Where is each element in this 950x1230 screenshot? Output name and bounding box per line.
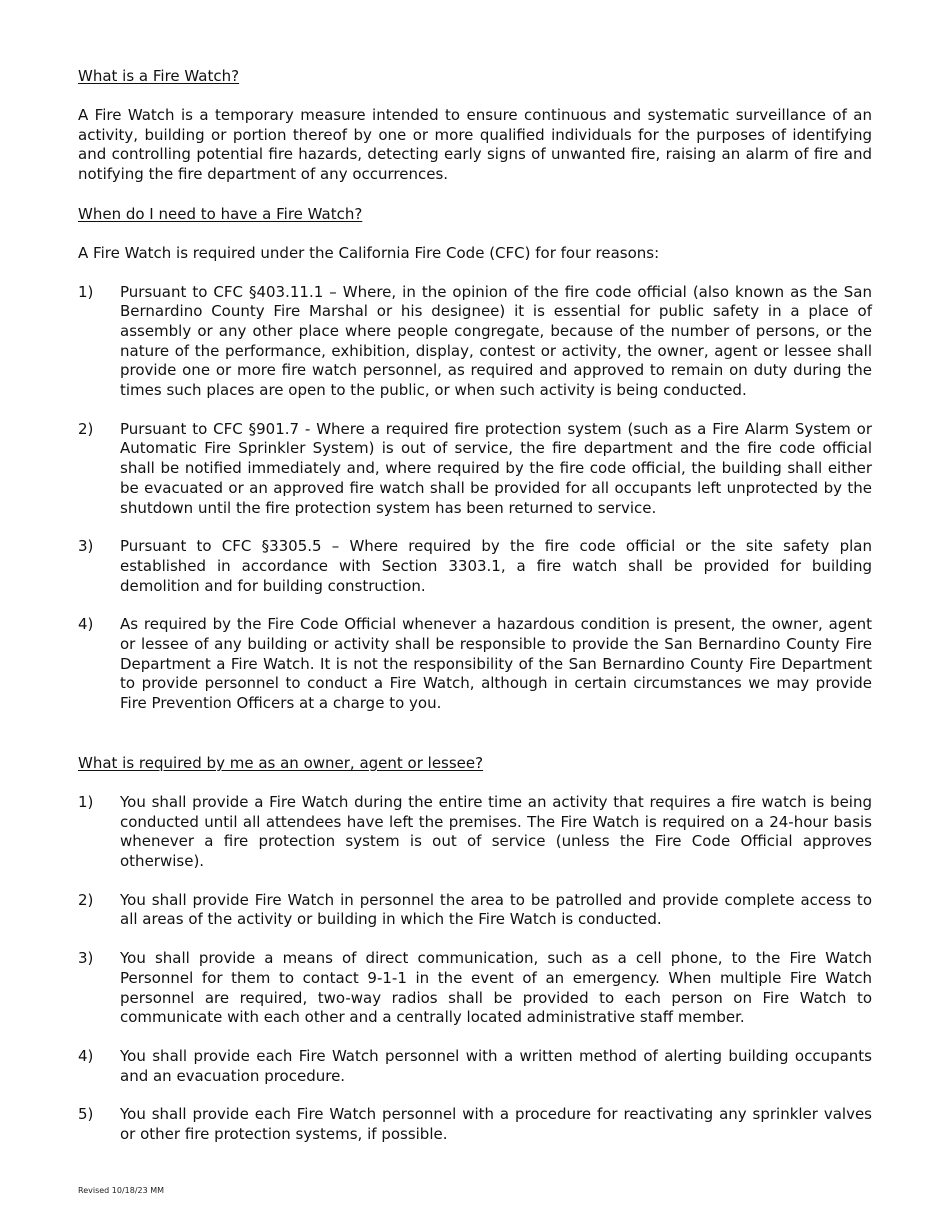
- list-item-number: 1): [78, 282, 94, 301]
- list-item: [78, 1047, 872, 1086]
- list-item: [78, 793, 872, 872]
- list-item-text: Pursuant to CFC §3305.5 – Where required by the fire code official or the site safety plan established in accordance with Section 3303.1, a fire watch shall be provided for building demolition and for building construction.: [120, 537, 872, 595]
- list-item: [78, 420, 872, 519]
- list-item-number: 4): [78, 1046, 94, 1065]
- list-item-text: You shall provide a means of direct communication, such as a cell phone, to the Fire Watch Personnel for them to contact 9-1-1 in the event of an emergency. When multiple Fire Watch personnel are required, two-way radios shall be provided to each person on Fire Watch to communicate with each other and a centrally located administrative staff member.: [120, 949, 872, 1027]
- list-item-text: You shall provide each Fire Watch personnel with a written method of alerting building occupants and an evacuation procedure.: [120, 1046, 872, 1085]
- paragraph-fire-watch-definition: A Fire Watch is a temporary measure intended to ensure continuous and systematic surveillance of an activity, building or portion thereof by one or more qualified individuals for the purposes of identifying and controlling potential fire hazards, detecting early signs of unwanted fire, raising an alarm of fire and notifying the fire department of any occurrences.: [78, 106, 872, 184]
- list-item-number: 3): [78, 949, 94, 968]
- list-item: [78, 891, 872, 930]
- list-item-text: You shall provide a Fire Watch during the entire time an activity that requires a fire watch is being conducted until all attendees have left the premises. The Fire Watch is required on a 24-hour basis whenever a fire protection system is out of service (unless the Fire Code Official approves otherwise).: [120, 792, 872, 870]
- heading-what-is-fire-watch: What is a Fire Watch?: [78, 67, 240, 85]
- list-item: [78, 615, 872, 714]
- list-item-text: You shall provide Fire Watch in personnel the area to be patrolled and provide complete access to all areas of the activity or building in which the Fire Watch is conducted.: [120, 890, 872, 929]
- list-item-text: Pursuant to CFC §901.7 - Where a required fire protection system (such as a Fire Alarm System or Automatic Fire Sprinkler System) is out of service, the fire department and the fire code official shall be notified immediately and, where required by the fire code official, the building shall either be evacuated or an approved fire watch shall be provided for all occupants left unprotected by the shutdown until the fire protection system has been returned to service.: [120, 419, 872, 517]
- revision-footer: Revised 10/18/23 MM: [78, 1186, 165, 1195]
- list-item: [78, 949, 872, 1028]
- list-item-number: 3): [78, 537, 94, 556]
- list-item-number: 5): [78, 1105, 94, 1124]
- document-page: [78, 66, 872, 1145]
- heading-owner-requirements: What is required by me as an owner, agent or lessee?: [78, 753, 484, 772]
- list-item-text: Pursuant to CFC §403.11.1 – Where, in the opinion of the fire code official (also known as the San Bernardino County Fire Marshal or his designee) it is essential for public safety in a place of assembly or any other place where people congregate, because of the number of persons, or the nature of the performance, exhibition, display, contest or activity, the owner, agent or lessee shall provide one or more fire watch personnel, as required and approved to remain on duty during the times such places are open to the public, or when such activity is being conducted.: [120, 282, 872, 400]
- list-item-number: 2): [78, 419, 94, 438]
- list-item-text: You shall provide each Fire Watch personnel with a procedure for reactivating any sprinkler valves or other fire protection systems, if possible.: [120, 1105, 872, 1144]
- list-item-number: 4): [78, 615, 94, 634]
- list-item-text: As required by the Fire Code Official whenever a hazardous condition is present, the owner, agent or lessee of any building or activity shall be responsible to provide the San Bernardino County Fire Department a Fire Watch. It is not the responsibility of the San Bernardino County Fire Department to provide personnel to conduct a Fire Watch, although in certain circumstances we may provide Fire Prevention Officers at a charge to you.: [120, 615, 872, 713]
- list-item: [78, 283, 872, 401]
- list-item: [78, 537, 872, 596]
- list-item-number: 2): [78, 890, 94, 909]
- list-item-number: 1): [78, 792, 94, 811]
- list-item: [78, 1105, 872, 1144]
- paragraph-when-intro: A Fire Watch is required under the California Fire Code (CFC) for four reasons:: [78, 243, 660, 262]
- heading-when-needed: When do I need to have a Fire Watch?: [78, 204, 363, 223]
